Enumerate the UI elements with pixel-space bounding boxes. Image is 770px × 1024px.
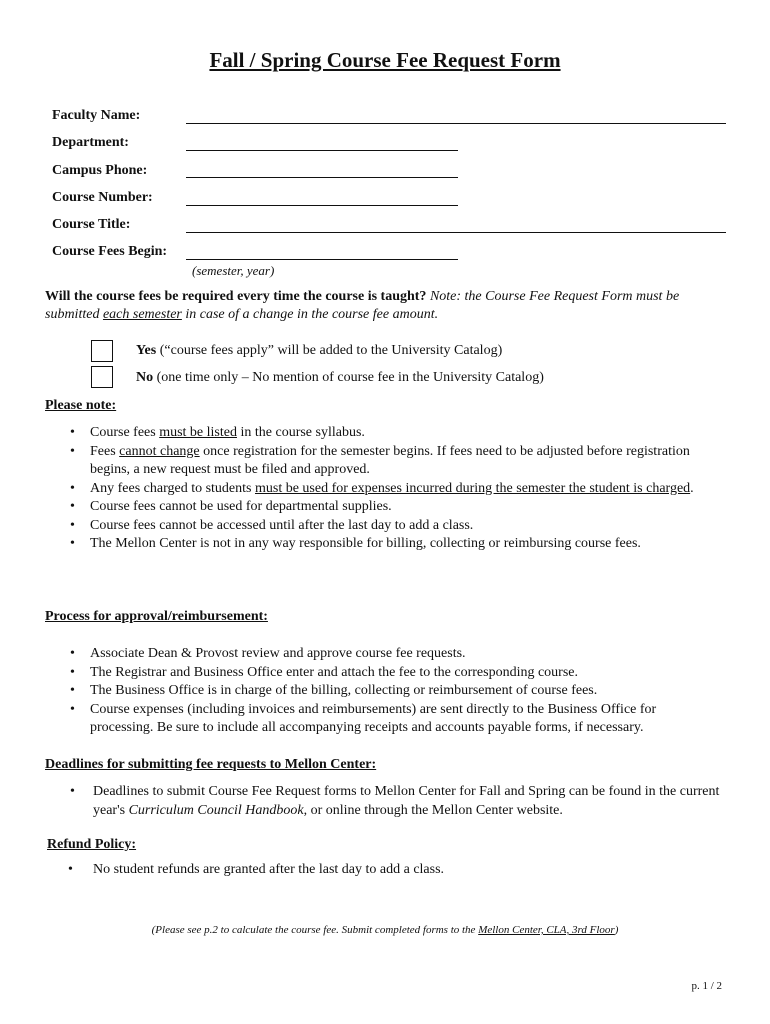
note-1a: Course fees [90, 425, 160, 440]
refund-list [68, 861, 708, 880]
process-3: The Business Office is in charge of the billing, collecting or reimbursement of course fees. [90, 683, 598, 698]
course-title-field[interactable] [186, 232, 726, 233]
course-fees-begin-field[interactable] [186, 259, 458, 260]
list-item [70, 498, 705, 517]
note-5: Course fees cannot be accessed until after the last day to add a class. [90, 517, 474, 533]
refund-1: No student refunds are granted after the last day to add a class. [93, 862, 445, 877]
semester-year-hint: (semester, year) [192, 263, 275, 278]
list-item [70, 682, 710, 701]
fee-note-each-semester: each semester [102, 307, 182, 322]
no-option [136, 370, 544, 386]
no-label: No [136, 370, 154, 385]
note-1u: must be listed [159, 425, 237, 440]
department-field[interactable] [186, 150, 458, 151]
footer-note-b: ) [614, 924, 619, 936]
note-2b: once registration for the semester begins. If fees need to be adjusted before registration begins, a new request must be filed and approved. [90, 443, 690, 477]
fee-question [45, 288, 735, 324]
faculty-name-label: Faculty Name: [52, 108, 141, 123]
bullet-glyph: • [68, 862, 73, 877]
course-title-label: Course Title: [52, 217, 131, 232]
fee-note-part2: in case of a change in the course fee amount. [181, 307, 439, 322]
list-item [70, 480, 705, 499]
note-3b: . [690, 480, 694, 496]
bullet-glyph: • [70, 683, 75, 698]
bullet-glyph: • [70, 646, 75, 661]
bullet-glyph: • [70, 425, 75, 440]
note-4: Course fees cannot be used for departmental supplies. [90, 499, 392, 514]
list-item [70, 645, 710, 664]
refund-heading: Refund Policy: [47, 837, 137, 852]
course-number-field[interactable] [186, 205, 458, 206]
please-note-heading: Please note: [45, 398, 117, 413]
bullet-glyph: • [70, 784, 75, 799]
campus-phone-field[interactable] [186, 177, 458, 178]
form-title: Fall / Spring Course Fee Request Form [209, 48, 561, 72]
yes-option [136, 343, 502, 359]
note-6: The Mellon Center is not in any way responsible for billing, collecting or reimbursing course fees. [90, 536, 641, 551]
list-item [70, 443, 705, 480]
bullet-glyph: • [70, 664, 75, 680]
mellon-center-location: Mellon Center, CLA, 3rd Floor [478, 924, 615, 936]
list-item [70, 535, 705, 554]
process-2: The Registrar and Business Office enter and attach the fee to the corresponding course. [90, 664, 579, 680]
please-note-list [70, 424, 705, 554]
yes-checkbox[interactable] [91, 340, 113, 362]
list-item [68, 861, 708, 880]
yes-label: Yes [136, 343, 157, 358]
list-item [70, 783, 730, 820]
bullet-glyph: • [70, 499, 75, 514]
handbook-title: Curriculum Council Handbook [128, 802, 304, 818]
deadlines-heading: Deadlines for submitting fee requests to Mellon Center: [45, 757, 377, 772]
deadline-1a: Deadlines to submit Course Fee Request forms to Mellon Center for Fall and Spring can be found in the current year's [93, 784, 720, 818]
process-heading: Process for approval/reimbursement: [45, 609, 268, 624]
campus-phone-label: Campus Phone: [52, 163, 148, 178]
process-4: Course expenses (including invoices and reimbursements) are sent directly to the Business Office for processing. Be sure to include all accompanying receipts and accounts payable forms, if necessary. [90, 701, 657, 735]
process-1: Associate Dean & Provost review and approve course fee requests. [90, 646, 466, 661]
list-item [70, 424, 705, 443]
bullet-glyph: • [70, 701, 75, 717]
note-3a: Any fees charged to students [90, 480, 255, 496]
fee-question-text: Will the course fees be required every time the course is taught? [45, 289, 427, 304]
list-item [70, 664, 710, 683]
yes-description: (“course fees apply” will be added to the University Catalog) [156, 343, 503, 358]
page-number: p. 1 / 2 [691, 980, 722, 992]
course-number-label: Course Number: [52, 190, 153, 205]
note-3u: must be used for expenses incurred during the semester the student is charged [254, 480, 691, 496]
bullet-glyph: • [70, 536, 75, 551]
list-item [70, 701, 710, 738]
deadlines-list [70, 783, 730, 820]
faculty-name-field[interactable] [186, 123, 726, 124]
course-fees-begin-label: Course Fees Begin: [52, 244, 168, 259]
fee-note-part1: Note: the Course Fee Request Form must be submitted [45, 289, 680, 322]
footer-note-a: (Please see p.2 to calculate the course fee. Submit completed forms to the [151, 924, 479, 936]
deadline-1b: , or online through the Mellon Center website. [303, 802, 563, 818]
bullet-glyph: • [70, 443, 75, 459]
process-list [70, 645, 710, 738]
note-2a: Fees [90, 443, 120, 459]
bullet-glyph: • [70, 517, 75, 533]
note-1b: in the course syllabus. [236, 425, 365, 440]
no-checkbox[interactable] [91, 366, 113, 388]
bullet-glyph: • [70, 480, 75, 496]
note-2u: cannot change [119, 443, 200, 459]
list-item [70, 517, 705, 536]
footer-note [0, 924, 770, 936]
department-label: Department: [52, 135, 129, 150]
no-description: (one time only – No mention of course fee in the University Catalog) [153, 370, 544, 385]
